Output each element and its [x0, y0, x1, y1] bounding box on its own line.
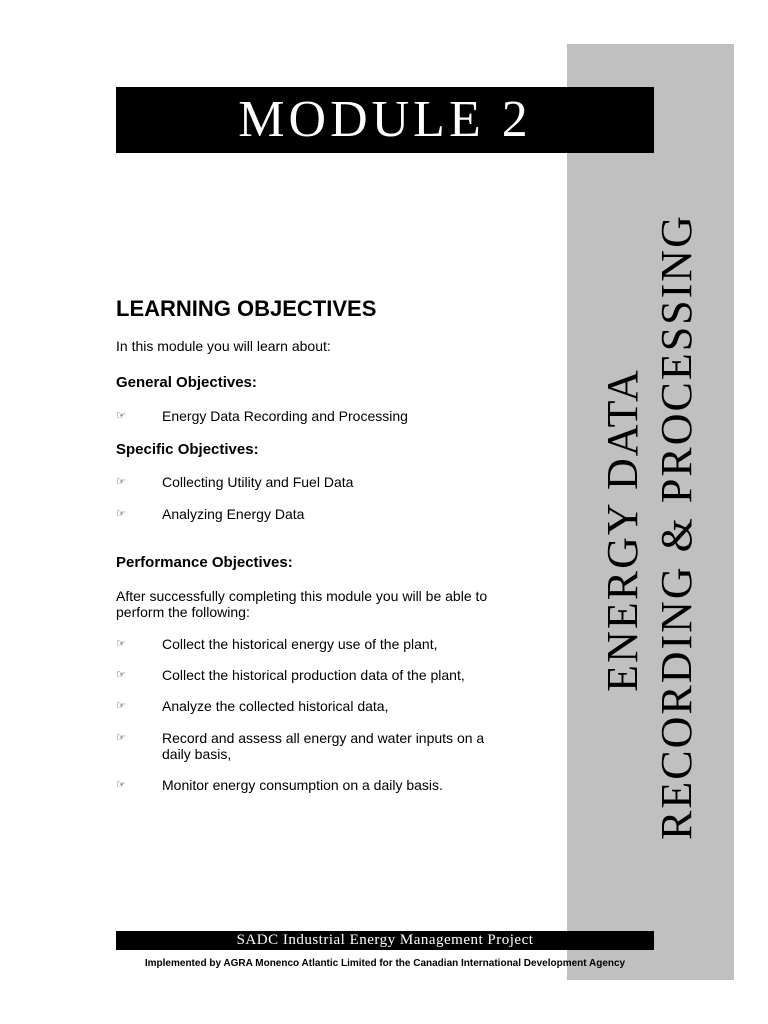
footer-project-bar: SADC Industrial Energy Management Project	[116, 931, 654, 950]
list-item-text: Collect the historical energy use of the plant,	[162, 636, 438, 652]
pointing-hand-icon: ☞	[116, 779, 126, 791]
footer-implemented-by: Implemented by AGRA Monenco Atlantic Limited for the Canadian International Development Agency	[144, 958, 626, 969]
pointing-hand-icon: ☞	[116, 700, 126, 712]
pointing-hand-icon: ☞	[116, 410, 126, 422]
pointing-hand-icon: ☞	[116, 669, 126, 681]
list-item-text: Record and assess all energy and water inputs on a daily basis,	[162, 730, 485, 762]
general-objectives-heading: General Objectives:	[116, 374, 257, 391]
list-item-text: Analyzing Energy Data	[162, 506, 305, 522]
performance-intro: After successfully completing this module you will be able to perform the following:	[116, 588, 488, 620]
list-item-text: Analyze the collected historical data,	[162, 698, 389, 714]
list-item-text: Monitor energy consumption on a daily basis.	[162, 777, 443, 793]
list-item-text: Collecting Utility and Fuel Data	[162, 474, 354, 490]
pointing-hand-icon: ☞	[116, 638, 126, 650]
performance-objectives-heading: Performance Objectives:	[116, 554, 293, 571]
page-heading: LEARNING OBJECTIVES	[116, 296, 377, 321]
pointing-hand-icon: ☞	[116, 732, 126, 744]
module-title: MODULE 2	[116, 87, 654, 153]
pointing-hand-icon: ☞	[116, 508, 126, 520]
intro-text: In this module you will learn about:	[116, 338, 331, 354]
list-item-text: Energy Data Recording and Processing	[162, 408, 408, 424]
specific-objectives-heading: Specific Objectives:	[116, 441, 259, 458]
pointing-hand-icon: ☞	[116, 476, 126, 488]
vertical-title-line1: ENERGY DATA	[598, 368, 647, 692]
vertical-title	[596, 214, 704, 840]
vertical-title-line2: RECORDING & PROCESSING	[652, 214, 701, 840]
list-item-text: Collect the historical production data of the plant,	[162, 667, 465, 683]
